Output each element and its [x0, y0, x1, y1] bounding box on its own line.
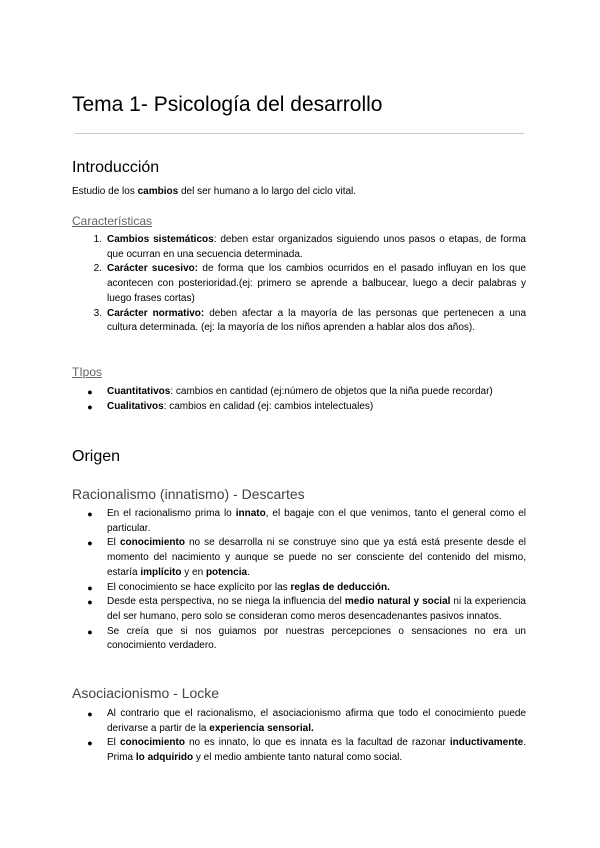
intro-bold: cambios: [137, 186, 179, 197]
bullet-icon: ●: [87, 597, 93, 608]
item-text: En el racionalismo prima lo: [107, 508, 236, 519]
heading-tipos: TIpos: [72, 365, 103, 379]
list-item: [72, 595, 526, 624]
item-text: . Prima: [107, 737, 526, 764]
item-text: , el bagaje con el que venimos, tanto el general como el particular.: [107, 508, 526, 534]
asociacionismo-list: [72, 707, 526, 766]
list-item: [72, 707, 526, 736]
list-item: [72, 262, 526, 306]
document-title: Tema 1- Psicología del desarrollo: [72, 93, 383, 116]
heading-origen: Origen: [72, 448, 121, 465]
heading-caracteristicas: Características: [72, 214, 153, 228]
item-text: no es innato, lo que es innata es la facultad de razonar: [184, 737, 450, 749]
list-marker: 1.: [93, 234, 102, 245]
bullet-icon: ●: [87, 538, 93, 549]
bullet-icon: ●: [87, 582, 93, 593]
item-bold: Carácter normativo:: [107, 307, 205, 319]
item-bold: experiencia sensorial.: [209, 722, 314, 734]
racionalismo-list: [72, 507, 526, 654]
bullet-icon: ●: [87, 738, 93, 749]
intro-text: Estudio de los: [72, 186, 138, 197]
item-bold: Cualitativos: [107, 400, 164, 412]
list-item: [72, 581, 526, 596]
item-bold: reglas de deducción.: [290, 581, 390, 593]
bullet-icon: ●: [87, 509, 93, 519]
item-text: Desde esta perspectiva, no se niega la influencia del: [107, 596, 345, 608]
list-item: [72, 536, 526, 580]
item-bold: inductivamente: [449, 737, 524, 749]
item-text: Se creía que si nos guiamos por nuestras percepciones o sensaciones no era un conocimiento verdadero.: [107, 625, 526, 652]
item-text: El: [107, 537, 120, 549]
item-bold: medio natural y social: [344, 596, 451, 608]
item-text: .: [247, 566, 250, 578]
item-text: de forma que los cambios ocurridos en el pasado influyan en los que acontecen con posterioridad.(ej: primero se aprende a balbucear, luego a decir palabras y luego frases cortas): [107, 263, 526, 304]
list-item: [72, 233, 526, 262]
list-item: [72, 736, 526, 765]
tipos-list: [72, 385, 526, 414]
item-text: y en: [181, 566, 206, 578]
item-text: Al contrario que el racionalismo, el asociacionismo afirma que todo el conocimiento puede derivarse a partir de la: [107, 708, 526, 734]
item-text: no se desarrolla ni se construye sino que ya está está presente desde el momento del nacimiento y aunque se puede no ser consciente del contenido del mismo, estaría: [107, 537, 527, 578]
item-bold: conocimiento: [119, 537, 185, 549]
intro-text-end: del ser humano a lo largo del ciclo vital.: [178, 186, 357, 197]
item-text: : cambios en calidad (ej: cambios intelectuales): [163, 400, 374, 412]
heading-asociacionismo: Asociacionismo - Locke: [72, 685, 220, 701]
list-item: [72, 400, 526, 415]
item-bold: innato: [235, 508, 266, 519]
item-text: deben afectar a la mayoría de las personas que pertenecen a una cultura determinada. (ej: la mayoría de los niños aprenden a hablar alos dos años).: [107, 307, 527, 334]
bullet-icon: ●: [87, 626, 93, 637]
item-bold: conocimiento: [119, 737, 185, 749]
list-item: [72, 385, 526, 400]
list-item: [72, 507, 526, 536]
list-marker: 3.: [93, 307, 102, 319]
item-text: El: [107, 737, 120, 749]
caracteristicas-list: [72, 233, 526, 336]
item-bold: implícito: [140, 566, 182, 578]
list-item: [72, 625, 526, 654]
list-item: [72, 307, 526, 336]
item-text: : deben estar organizados siguiendo unos pasos o etapas, de forma que ocurran en una secuencia determinada.: [107, 234, 526, 260]
item-bold: Cuantitativos: [107, 386, 171, 397]
heading-racionalismo: Racionalismo (innatismo) - Descartes: [72, 486, 305, 502]
bullet-icon: ●: [87, 387, 93, 397]
item-text: El conocimiento se hace explícito por las: [107, 581, 291, 593]
item-text: ni la experiencia del ser humano, pero solo se consideran como meros desencadenantes pasivos innatos.: [107, 596, 526, 622]
item-bold: Carácter sucesivo:: [107, 263, 199, 275]
list-marker: 2.: [93, 263, 102, 275]
item-text: : cambios en cantidad (ej:número de objetos que la niña puede recordar): [170, 386, 493, 397]
item-text: y el medio ambiente tanto natural como social.: [193, 752, 403, 764]
bullet-icon: ●: [87, 709, 93, 719]
intro-paragraph: [72, 184, 356, 199]
item-bold: lo adquirido: [135, 752, 194, 764]
bullet-icon: ●: [87, 401, 93, 412]
item-bold: potencia: [205, 566, 248, 578]
heading-introduccion: Introducción: [72, 159, 160, 176]
item-bold: Cambios sistemáticos: [107, 234, 214, 245]
title-divider: [75, 133, 524, 134]
